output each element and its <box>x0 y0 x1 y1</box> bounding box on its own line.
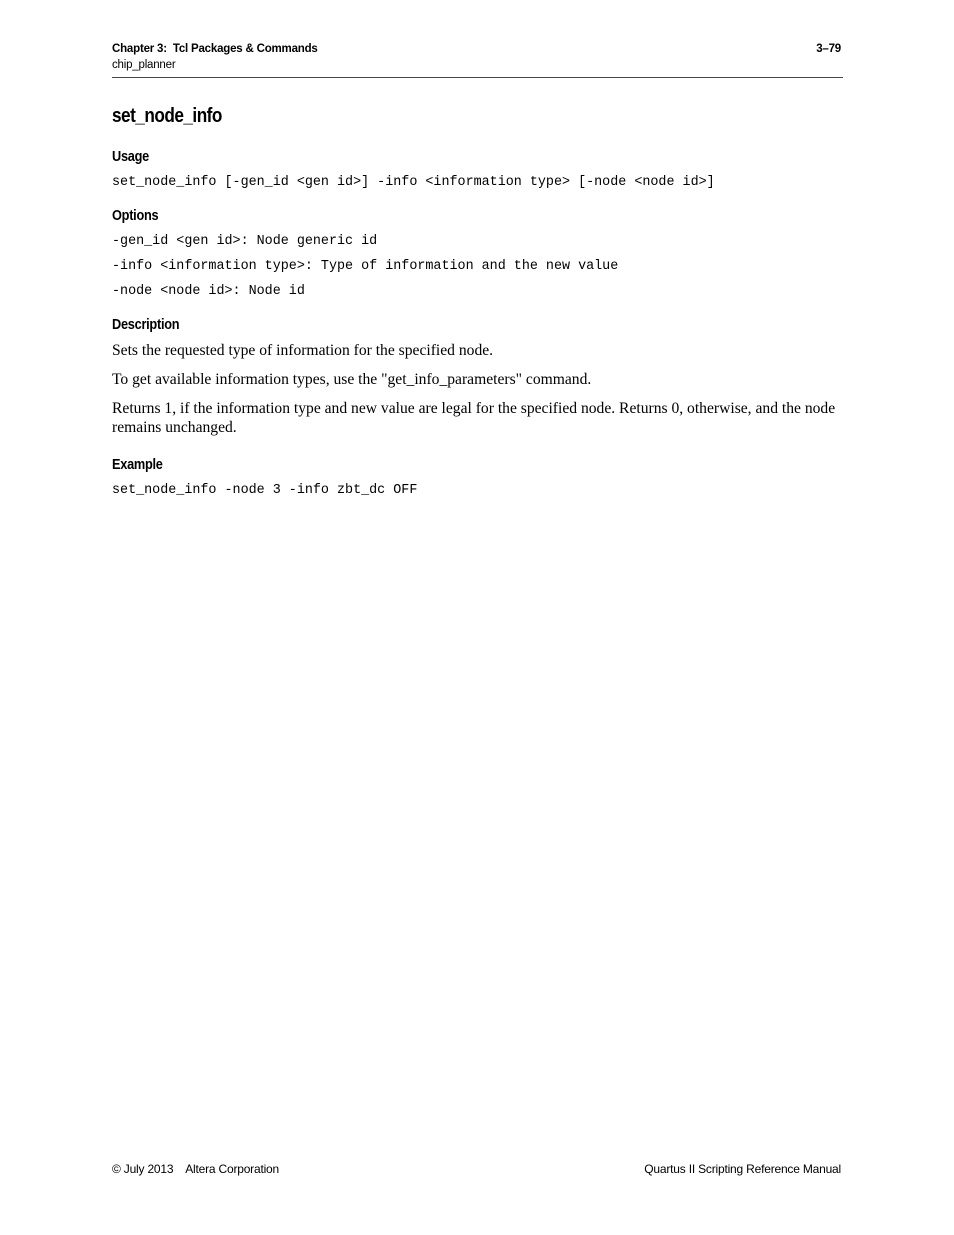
option-item-gen-id: -gen_id <gen id>: Node generic id <box>112 234 378 249</box>
header-chapter-title: Chapter 3: Tcl Packages & Commands <box>112 43 318 55</box>
option-item-node: -node <node id>: Node id <box>112 284 305 299</box>
header-page-number: 3–79 <box>816 43 841 55</box>
example-code: set_node_info -node 3 -info zbt_dc OFF <box>112 483 418 498</box>
usage-code: set_node_info [-gen_id <gen id>] -info <information type> [-node <node id>] <box>112 175 715 190</box>
description-paragraph: Sets the requested type of information for the specified node. <box>112 342 494 359</box>
document-page <box>112 0 843 1235</box>
footer-copyright: © July 2013 Altera Corporation <box>112 1162 280 1176</box>
usage-heading: Usage <box>112 149 149 165</box>
footer-manual-title: Quartus II Scripting Reference Manual <box>644 1162 841 1176</box>
options-heading: Options <box>112 208 159 224</box>
description-paragraph: To get available information types, use the "get_info_parameters" command. <box>112 371 592 388</box>
description-paragraph: Returns 1, if the information type and new value are legal for the specified node. Returns 0, otherwise, and the node remains unchanged. <box>112 400 836 436</box>
page-title: set_node_info <box>112 105 222 127</box>
description-heading: Description <box>112 317 180 333</box>
header-divider <box>112 77 843 78</box>
option-item-info: -info <information type>: Type of information and the new value <box>112 259 619 274</box>
header-section-name: chip_planner <box>112 59 176 71</box>
example-heading: Example <box>112 457 163 473</box>
